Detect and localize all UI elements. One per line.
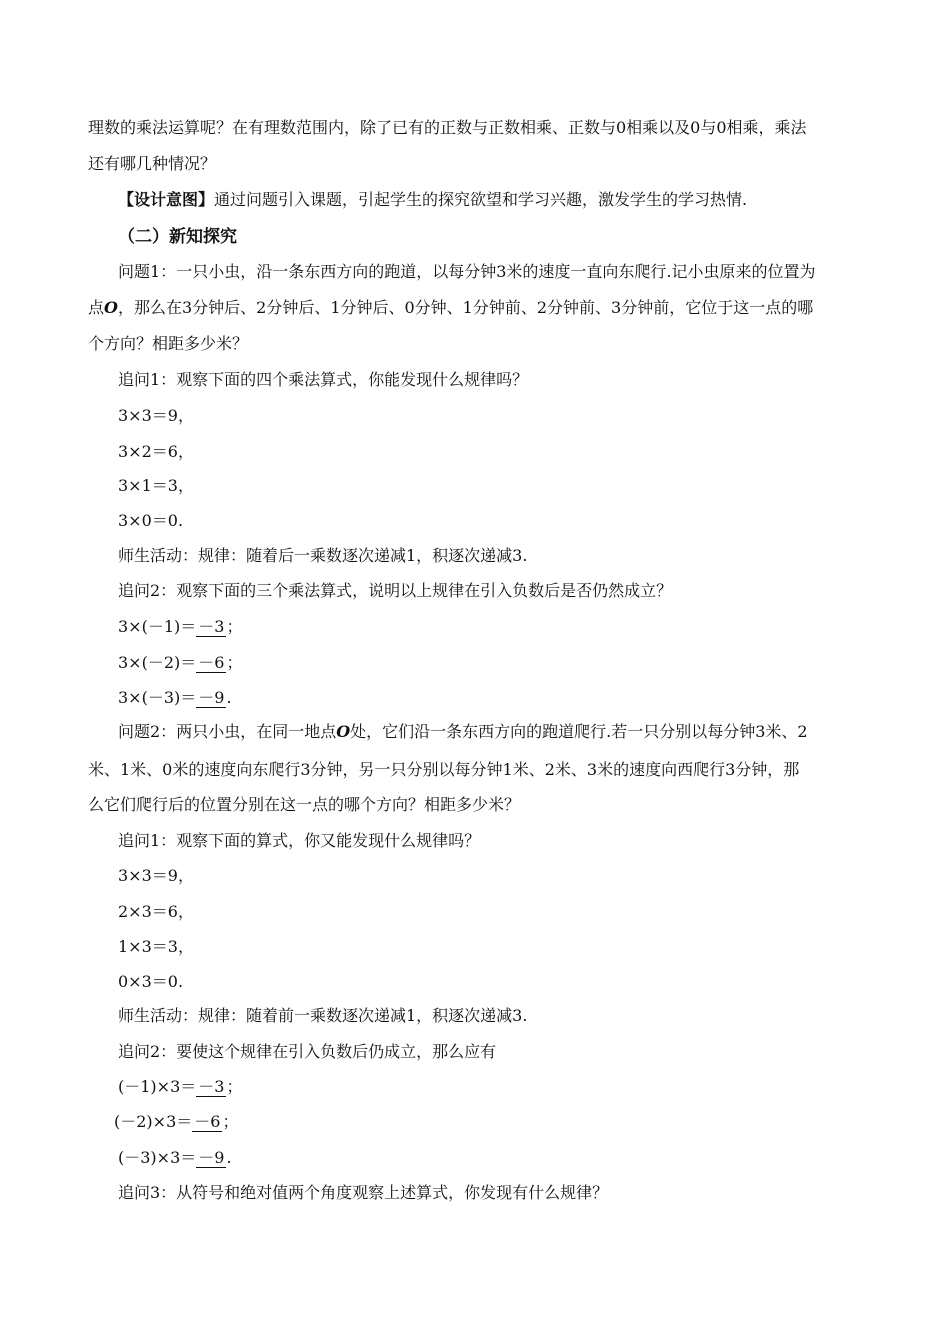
p1-equation-5: [118, 617, 242, 637]
p2-equation-3: 1×3＝3，: [118, 937, 194, 956]
p1-followup-1: 追问1：观察下面的四个乘法算式，你能发现什么规律吗？: [118, 370, 529, 389]
eq-answer: －3: [198, 617, 225, 636]
eq-expression: 3×(－2)＝: [118, 653, 197, 672]
design-intent-text: 通过问题引入课题，引起学生的探究欲望和学习兴趣，激发学生的学习热情.: [214, 190, 748, 209]
p2-equation-2: 2×3＝6，: [118, 902, 194, 921]
p1-equation-1: 3×3＝9，: [118, 406, 194, 425]
eq-expression: 3×(－3)＝: [118, 688, 197, 707]
design-intent: [118, 190, 747, 210]
p1-equation-4: 3×0＝0.: [118, 511, 184, 530]
p1-equation-6: [118, 653, 242, 673]
p2-followup-1: 追问1：观察下面的算式，你又能发现什么规律吗？: [118, 831, 481, 850]
intro-line-2: 还有哪几种情况？: [88, 154, 217, 173]
p1-equation-7: [118, 688, 232, 708]
eq-punct: .: [226, 1148, 232, 1167]
intro-line-1: 理数的乘法运算呢？在有理数范围内，除了已有的正数与正数相乘、正数与0相乘以及0与0相乘，乘法: [88, 118, 807, 137]
design-intent-label: 【设计意图】: [118, 190, 215, 209]
eq-answer: －9: [198, 1148, 225, 1167]
p2-equation-1: 3×3＝9，: [118, 866, 194, 885]
eq-expression: (－3)×3＝: [118, 1148, 197, 1167]
section-heading: （二）新知探究: [118, 227, 237, 247]
eq-answer: －6: [194, 1112, 221, 1131]
problem2-line-1: [118, 722, 808, 742]
eq-answer: －9: [198, 688, 225, 707]
problem1-line-3: 个方向？相距多少米？: [88, 334, 249, 353]
problem2-text-1b: 处，它们沿一条东西方向的跑道爬行.若一只分别以每分钟3米、2: [350, 722, 808, 741]
point-label: O: [104, 298, 118, 317]
eq-punct: ；: [226, 653, 243, 672]
eq-punct: .: [226, 688, 232, 707]
eq-expression: 3×(－1)＝: [118, 617, 197, 636]
problem1-line-2: [88, 298, 813, 318]
p2-activity: 师生活动：规律：随着前一乘数逐次递减1，积逐次递减3.: [118, 1006, 528, 1025]
problem1-text-2a: 点: [88, 298, 105, 317]
eq-answer: －3: [198, 1077, 225, 1096]
eq-punct: ；: [226, 1077, 243, 1096]
p2-equation-6: [114, 1112, 238, 1132]
p2-equation-7: [118, 1148, 232, 1168]
problem1-text-1: 一只小虫，沿一条东西方向的跑道，以每分钟3米的速度一直向东爬行.记小虫原来的位置为: [176, 262, 816, 281]
p2-followup-2: 追问2：要使这个规律在引入负数后仍成立，那么应有: [118, 1042, 497, 1061]
p1-equation-3: 3×1＝3，: [118, 476, 194, 495]
eq-answer: －6: [198, 653, 225, 672]
problem2-text-1a: 两只小虫，在同一地点: [176, 722, 337, 741]
eq-punct: ；: [226, 617, 243, 636]
p2-equation-4: 0×3＝0.: [118, 972, 184, 991]
eq-expression: (－2)×3＝: [114, 1112, 193, 1131]
problem1-label: 问题1：: [118, 262, 177, 281]
problem2-label: 问题2：: [118, 722, 177, 741]
p1-equation-2: 3×2＝6，: [118, 442, 194, 461]
p2-followup-3: 追问3：从符号和绝对值两个角度观察上述算式，你发现有什么规律？: [118, 1183, 609, 1202]
eq-expression: (－1)×3＝: [118, 1077, 197, 1096]
problem2-line-2: 米、1米、0米的速度向东爬行3分钟，另一只分别以每分钟1米、2米、3米的速度向西爬行3分钟，那: [88, 760, 800, 779]
p1-activity: 师生活动：规律：随着后一乘数逐次递减1，积逐次递减3.: [118, 546, 528, 565]
problem1-text-2b: ，那么在3分钟后、2分钟后、1分钟后、0分钟、1分钟前、2分钟前、3分钟前，它位于这一点的哪: [117, 298, 814, 317]
point-label: O: [336, 722, 351, 741]
p1-followup-2: 追问2：观察下面的三个乘法算式，说明以上规律在引入负数后是否仍然成立？: [118, 581, 673, 600]
problem1-line-1: [118, 262, 815, 282]
problem2-line-3: 么它们爬行后的位置分别在这一点的哪个方向？相距多少米？: [88, 795, 521, 814]
eq-punct: ；: [222, 1112, 239, 1131]
p2-equation-5: [118, 1077, 242, 1097]
